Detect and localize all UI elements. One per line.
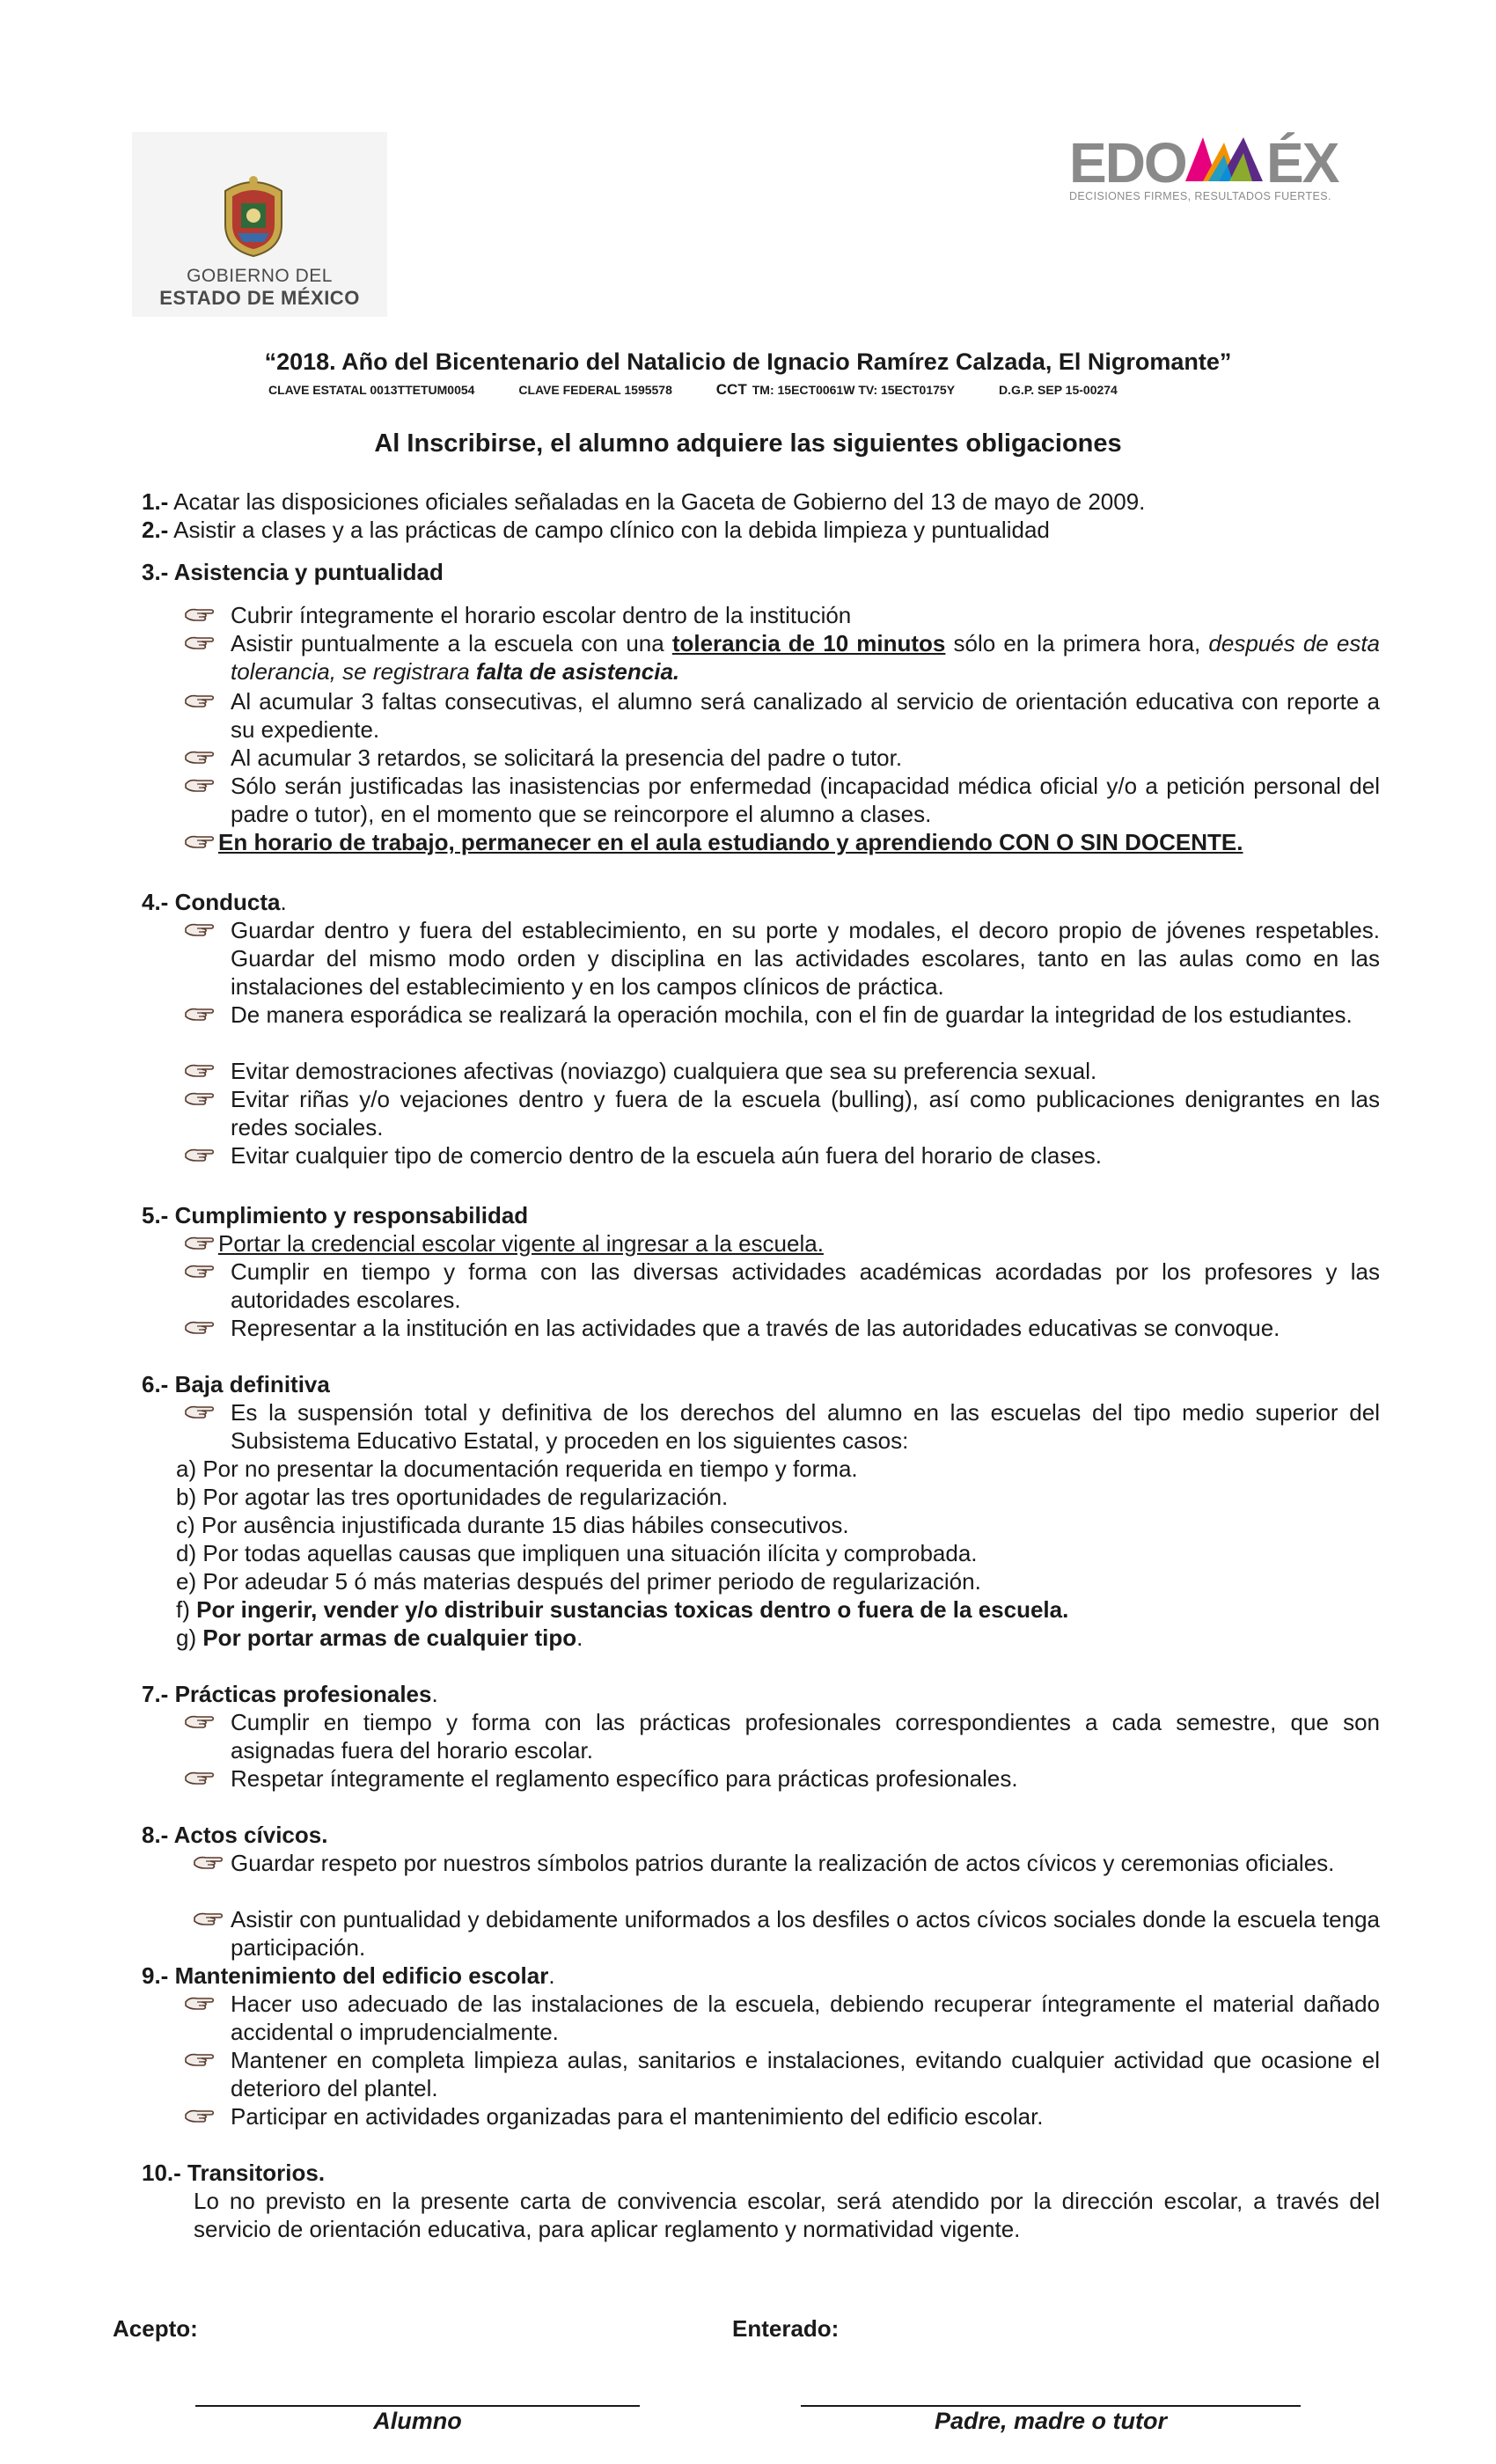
s3-bullet-6: En horario de trabajo, permanecer en el aula estudiando y aprendiendo CON O SIN DOCENTE.: [218, 829, 1243, 855]
edomex-logo: [1069, 130, 1395, 201]
s3-b2-a: Asistir puntualmente a la escuela con una: [231, 630, 672, 656]
alumno-label: Alumno: [373, 2408, 462, 2434]
tutor-label: Padre, madre o tutor: [934, 2408, 1168, 2434]
pointing-hand-icon: [185, 1318, 215, 1336]
school-codes: [268, 381, 1158, 399]
pointing-hand-icon: [185, 920, 215, 938]
s6-case-e: e) Por adeudar 5 ó más materias después del primer periodo de regularización.: [176, 1568, 981, 1595]
pointing-hand-icon: [194, 1853, 224, 1871]
s6-bullet-1: Es la suspensión total y definitiva de los derechos del alumno en las escuelas del tipo medio superior del Subsistema Educativo Estatal, y proceden en los siguientes casos:: [231, 1399, 1380, 1454]
s3-bullet-2: [231, 629, 1380, 686]
enterado-label: Enterado:: [732, 2315, 840, 2342]
pointing-hand-icon: [185, 1403, 215, 1420]
pointing-hand-icon: [185, 605, 215, 623]
s3-b2-italic: después de esta tolerancia, se registrara: [231, 630, 1381, 685]
cct-label: CCT: [715, 381, 747, 398]
pointing-hand-icon: [185, 1146, 215, 1163]
year-title: “2018. Año del Bicentenario del Natalicio de Ignacio Ramírez Calzada, El Nigromante”: [264, 348, 1232, 375]
item-1-text: Acatar las disposiciones oficiales señaladas en la Gaceta de Gobierno del 13 de mayo de 2009.: [168, 488, 1146, 515]
tutor-signature-line[interactable]: [801, 2405, 1301, 2407]
s4-bullet-2: De manera esporádica se realizará la operación mochila, con el fin de guardar la integridad de los estudiantes.: [231, 1001, 1353, 1028]
clave-federal: CLAVE FEDERAL 1595578: [518, 383, 672, 397]
s6-case-g-dot: .: [576, 1624, 583, 1651]
item-2-num: 2.-: [142, 517, 169, 543]
s6-case-g-text: Por portar armas de cualquier tipo: [202, 1624, 577, 1651]
item-2: [142, 516, 1050, 544]
s5-bullet-1: Portar la credencial escolar vigente al ingresar a la escuela.: [218, 1230, 824, 1257]
section-7-title: 7.- Prácticas profesionales: [142, 1681, 432, 1707]
s6-case-a: a) Por no presentar la documentación requerida en tiempo y forma.: [176, 1456, 858, 1482]
pointing-hand-icon: [185, 1005, 215, 1023]
s6-case-g: [176, 1624, 583, 1652]
pointing-hand-icon: [185, 634, 215, 651]
pointing-hand-icon: [185, 1712, 215, 1730]
edomex-m-logo-icon: [1184, 134, 1265, 183]
acepto-label: Acepto:: [113, 2315, 198, 2342]
section-6-heading: 6.- Baja definitiva: [142, 1371, 330, 1397]
pointing-hand-icon: [185, 2050, 215, 2068]
s6-case-b: b) Por agotar las tres oportunidades de regularización.: [176, 1484, 729, 1510]
section-7-dot: .: [431, 1681, 438, 1707]
s3-bullet-1: Cubrir íntegramente el horario escolar dentro de la institución: [231, 602, 852, 628]
edomex-word-left: EDO: [1069, 131, 1186, 194]
pointing-hand-icon: [185, 776, 215, 794]
s3-bullet-4: Al acumular 3 retardos, se solicitará la presencia del padre o tutor.: [231, 744, 903, 771]
section-4-heading: [142, 888, 287, 916]
s6-case-d: d) Por todas aquellas causas que impliquen una situación ilícita y comprobada.: [176, 1540, 978, 1566]
cct-values: TM: 15ECT0061W TV: 15ECT0175Y: [752, 383, 956, 397]
dgp-code: D.G.P. SEP 15-00274: [998, 383, 1118, 397]
gobierno-line1: GOBIERNO DEL: [187, 266, 333, 286]
section-7-heading: [142, 1680, 438, 1708]
s6-case-c: c) Por ausência injustificada durante 15 dias hábiles consecutivos.: [176, 1512, 849, 1538]
pointing-hand-icon: [185, 1234, 215, 1251]
pointing-hand-icon: [185, 2107, 215, 2124]
edomex-word-right: ÉX: [1266, 131, 1338, 194]
pointing-hand-icon: [185, 1994, 215, 2012]
s9-bullet-2: Mantener en completa limpieza aulas, sanitarios e instalaciones, evitando cualquier actividad que ocasione el deterioro del plantel.: [231, 2047, 1380, 2101]
gobierno-line2: ESTADO DE MÉXICO: [159, 287, 360, 309]
page-title: Al Inscribirse, el alumno adquiere las siguientes obligaciones: [374, 429, 1122, 458]
pointing-hand-icon: [185, 1061, 215, 1079]
section-9-heading: [142, 1962, 555, 1990]
pointing-hand-icon: [194, 1910, 224, 1927]
pointing-hand-icon: [185, 1769, 215, 1786]
section-4-dot: .: [280, 889, 287, 915]
s4-bullet-1: Guardar dentro y fuera del establecimiento, en su porte y modales, el decoro propio de jóvenes respetables. Guardar del mismo modo orden y disciplina en las actividades escolares, tanto en las aulas como en las instalaciones del establecimiento y en los campos clínicos de práctica.: [231, 917, 1380, 1000]
s8-bullet-1: Guardar respeto por nuestros símbolos patrios durante la realización de actos cívicos y ceremonias oficiales.: [231, 1850, 1335, 1876]
estado-mexico-shield-icon: [218, 172, 289, 258]
section-9-dot: .: [548, 1962, 555, 1989]
s3-b2-falta: falta de asistencia.: [475, 658, 680, 685]
pointing-hand-icon: [185, 748, 215, 766]
edomex-tagline: DECISIONES FIRMES, RESULTADOS FUERTES.: [1069, 190, 1331, 202]
gobierno-logo: [132, 132, 387, 317]
pointing-hand-icon: [185, 1262, 215, 1280]
s3-bullet-3: Al acumular 3 faltas consecutivas, el alumno será canalizado al servicio de orientación educativa con reporte a su expediente.: [231, 688, 1380, 743]
section-9-title: 9.- Mantenimiento del edificio escolar: [142, 1962, 549, 1989]
pointing-hand-icon: [185, 832, 215, 850]
s7-bullet-1: Cumplir en tiempo y forma con las prácticas profesionales correspondientes a cada semestre, que son asignadas fuera del horario escolar.: [231, 1709, 1380, 1764]
pointing-hand-icon: [185, 692, 215, 709]
alumno-signature-line[interactable]: [195, 2405, 640, 2407]
section-4-title: 4.- Conducta: [142, 889, 281, 915]
s4-bullet-4: Evitar riñas y/o vejaciones dentro y fuera de la escuela (bulling), así como publicaciones denigrantes en las redes sociales.: [231, 1086, 1380, 1140]
s4-bullet-5: Evitar cualquier tipo de comercio dentro de la escuela aún fuera del horario de clases.: [231, 1142, 1103, 1169]
s10-text: Lo no previsto en la presente carta de convivencia escolar, será atendido por la dirección escolar, a través del servicio de orientación educativa, para aplicar reglamento y normatividad vigente.: [194, 2188, 1380, 2242]
item-1-num: 1.-: [142, 488, 169, 515]
s9-bullet-3: Participar en actividades organizadas para el mantenimiento del edificio escolar.: [231, 2103, 1044, 2130]
pointing-hand-icon: [185, 1089, 215, 1107]
section-8-heading: 8.- Actos cívicos.: [142, 1822, 328, 1848]
s8-bullet-2: Asistir con puntualidad y debidamente uniformados a los desfiles o actos cívicos sociales donde la escuela tenga participación.: [231, 1906, 1380, 1961]
s3-b2-b: sólo en la primera hora,: [945, 630, 1209, 656]
s6-case-g-letter: g): [176, 1624, 203, 1651]
s6-case-f-text: Por ingerir, vender y/o distribuir sustancias toxicas dentro o fuera de la escuela.: [196, 1596, 1069, 1623]
s5-bullet-2: Cumplir en tiempo y forma con las diversas actividades académicas acordadas por los profesores y las autoridades escolares.: [231, 1258, 1380, 1313]
section-3-heading: 3.- Asistencia y puntualidad: [142, 559, 444, 585]
section-5-heading: 5.- Cumplimiento y responsabilidad: [142, 1202, 529, 1228]
item-1: [142, 488, 1145, 516]
clave-estatal: CLAVE ESTATAL 0013TTETUM0054: [268, 383, 475, 397]
item-2-text: Asistir a clases y a las prácticas de campo clínico con la debida limpieza y puntualidad: [168, 517, 1050, 543]
s4-bullet-3: Evitar demostraciones afectivas (noviazgo) cualquiera que sea su preferencia sexual.: [231, 1058, 1097, 1084]
section-10-heading: 10.- Transitorios.: [142, 2160, 326, 2186]
s3-bullet-5: Sólo serán justificadas las inasistencias por enfermedad (incapacidad médica oficial y/o a petición personal del padre o tutor), en el momento que se reincorpore el alumno a clases.: [231, 773, 1380, 827]
s6-case-f: [176, 1595, 1068, 1624]
s7-bullet-2: Respetar íntegramente el reglamento específico para prácticas profesionales.: [231, 1765, 1018, 1792]
s3-b2-tolerance: tolerancia de 10 minutos: [671, 630, 946, 656]
s5-bullet-3: Representar a la institución en las actividades que a través de las autoridades educativas se convoque.: [231, 1315, 1280, 1341]
s6-case-f-letter: f): [176, 1596, 197, 1623]
s9-bullet-1: Hacer uso adecuado de las instalaciones de la escuela, debiendo recuperar íntegramente el material dañado accidental o imprudencialmente.: [231, 1991, 1380, 2045]
